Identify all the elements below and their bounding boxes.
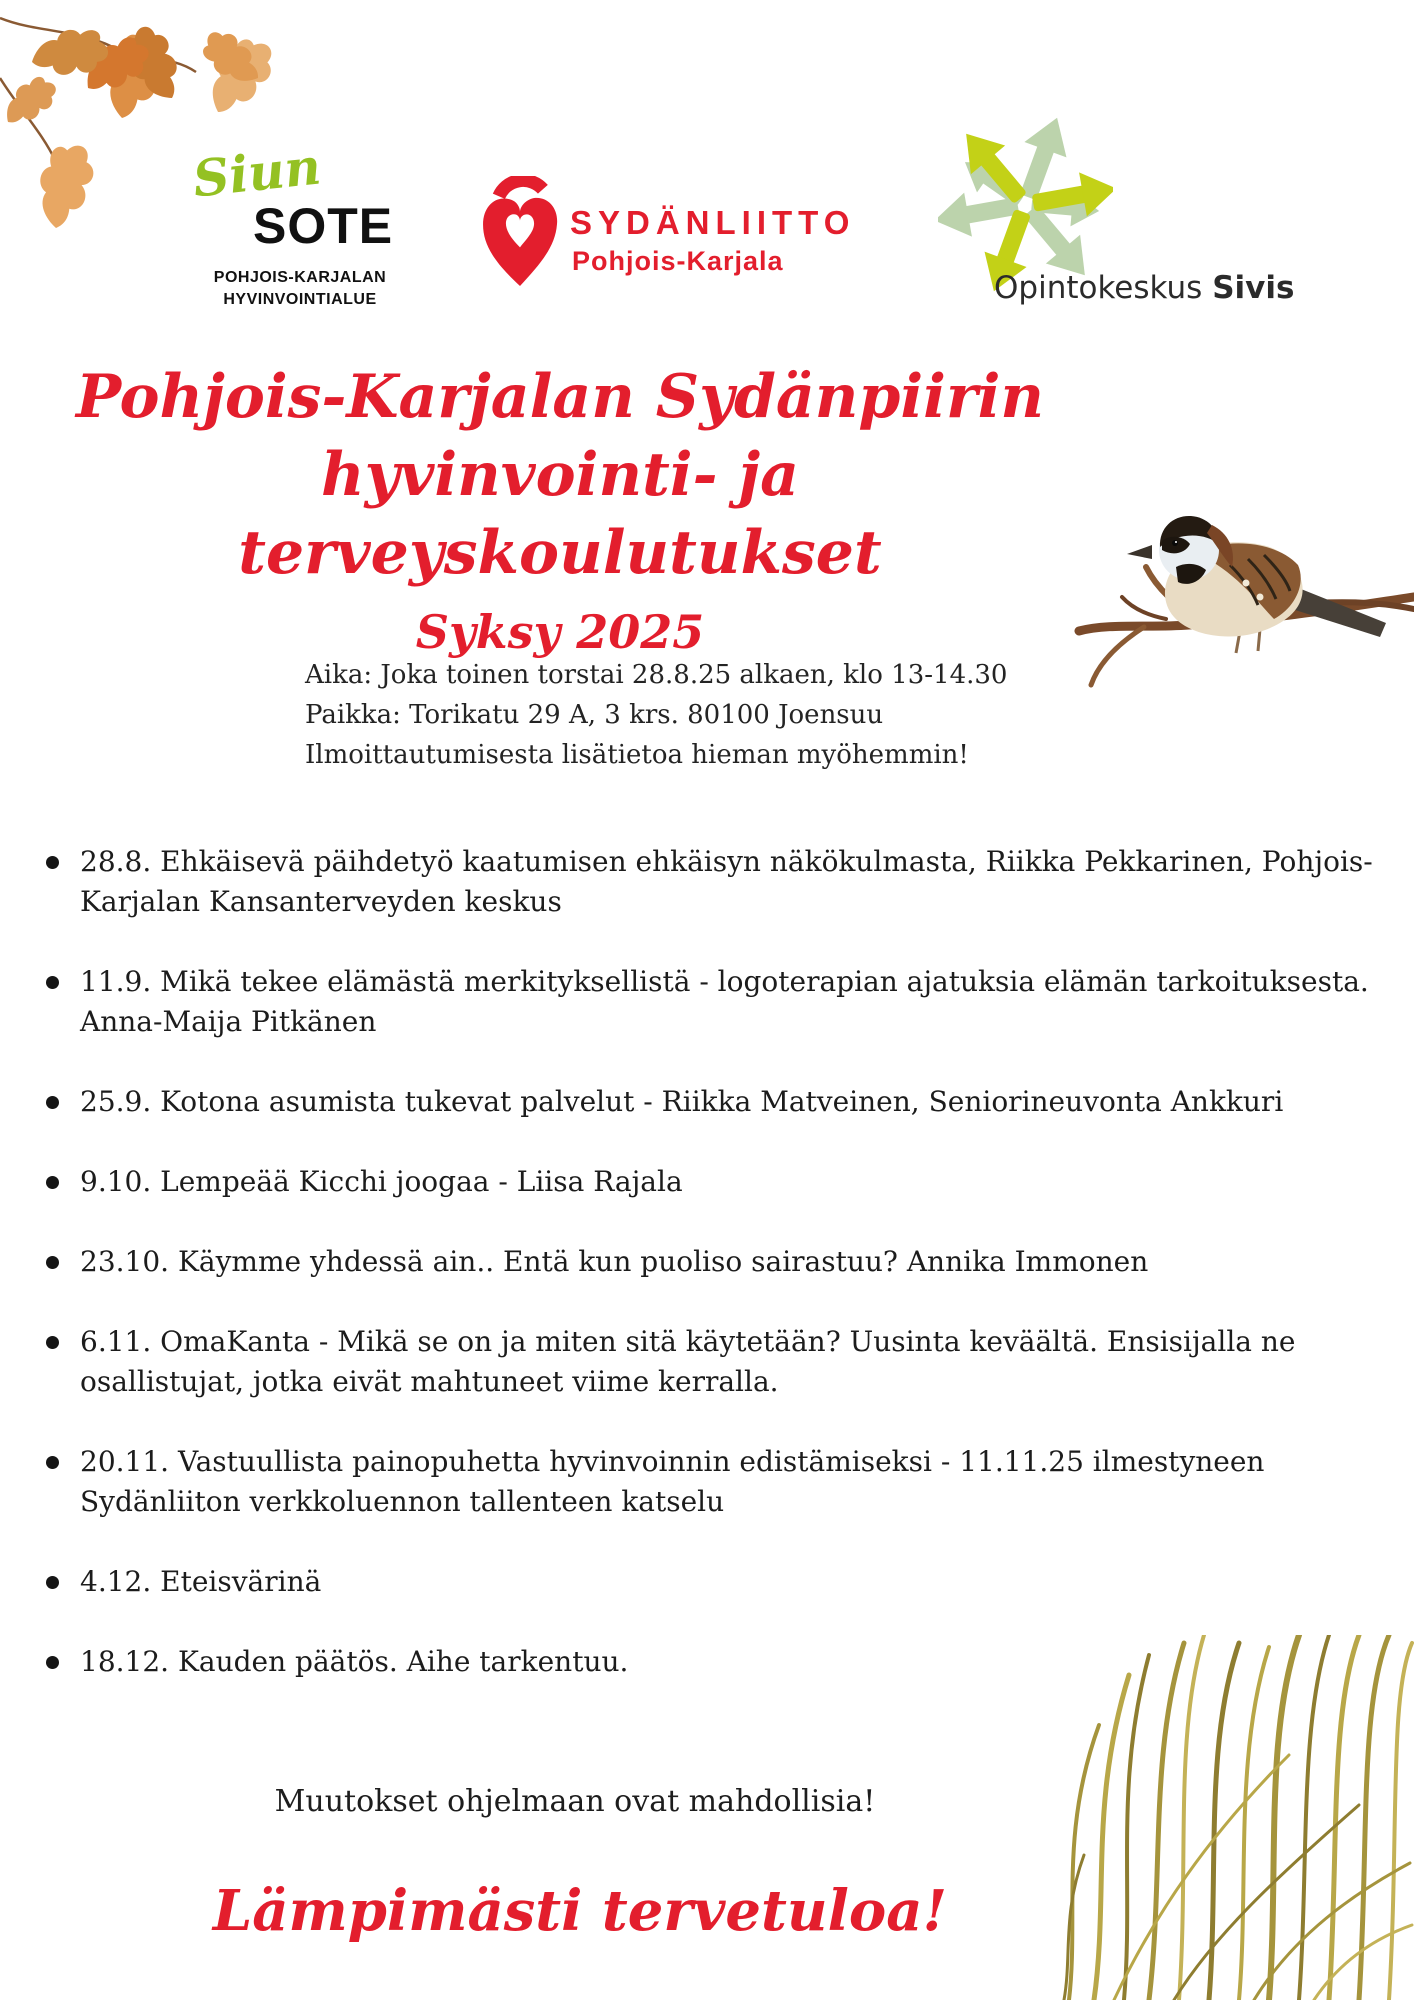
siun-sote-logo — [175, 125, 425, 325]
event-item — [40, 962, 1380, 1042]
detail-registration: Ilmoittautumisesta lisätietoa hieman myöhemmin! — [305, 740, 969, 770]
closing-greeting: Lämpimästi tervetuloa! — [212, 1878, 948, 1944]
siun-script-text: Siun — [190, 136, 324, 209]
event-text: 4.12. Eteisvärinä — [80, 1565, 322, 1598]
event-text: 25.9. Kotona asumista tukevat palvelut - Riikka Matveinen, Seniorineuvonta Ankkuri — [80, 1085, 1284, 1118]
bullet-icon — [46, 1256, 59, 1269]
event-item — [40, 1242, 1380, 1282]
siun-sote-subtitle-line1: POHJOIS-KARJALAN — [213, 269, 387, 286]
event-item — [40, 1082, 1380, 1122]
event-item — [40, 842, 1380, 922]
sydanliitto-logo — [470, 168, 890, 308]
sydanliitto-wordmark: SYDÄNLIITTO — [570, 204, 856, 241]
siun-sote-wordmark: SOTE — [253, 198, 394, 254]
program-note: Muutokset ohjelmaan ovat mahdollisia! — [274, 1784, 876, 1819]
detail-time: Aika: Joka toinen torstai 28.8.25 alkaen, klo 13-14.30 — [305, 660, 1008, 690]
event-item — [40, 1162, 1380, 1202]
sivis-prefix: Opintokeskus — [994, 270, 1203, 306]
bullet-icon — [46, 1656, 59, 1669]
grass-icon — [1054, 1635, 1414, 2000]
event-item — [40, 1442, 1380, 1522]
sivis-bold: Sivis — [1212, 270, 1295, 306]
title-season: Syksy 2025 — [415, 605, 705, 659]
event-item — [40, 1562, 1380, 1602]
heart-icon — [476, 176, 564, 294]
bullet-icon — [46, 1456, 59, 1469]
title-line2: hyvinvointi- ja terveyskoulutukset — [238, 440, 882, 588]
sydanliitto-region: Pohjois-Karjala — [572, 246, 784, 276]
event-text: 11.9. Mikä tekee elämästä merkityksellistä - logoterapian ajatuksia elämän tarkoituksesta. Anna-Maija Pitkänen — [80, 965, 1369, 1038]
bullet-icon — [46, 856, 59, 869]
title-line1: Pohjois-Karjalan Sydänpiirin — [76, 362, 1044, 432]
siun-sote-subtitle — [175, 267, 425, 311]
event-text: 18.12. Kauden päätös. Aihe tarkentuu. — [80, 1645, 629, 1678]
bullet-icon — [46, 1336, 59, 1349]
event-text: 28.8. Ehkäisevä päihdetyö kaatumisen ehkäisyn näkökulmasta, Riikka Pekkarinen, Pohjois-Karjalan Kansanterveyden keskus — [80, 845, 1373, 918]
sivis-logo — [928, 112, 1328, 322]
bullet-icon — [46, 1176, 59, 1189]
event-list — [40, 842, 1380, 1722]
event-text: 9.10. Lempeää Kicchi joogaa - Liisa Rajala — [80, 1165, 683, 1198]
sivis-wordmark — [994, 270, 1294, 306]
bullet-icon — [46, 1576, 59, 1589]
detail-place: Paikka: Torikatu 29 A, 3 krs. 80100 Joensuu — [305, 700, 884, 730]
event-text: 20.11. Vastuullista painopuhetta hyvinvoinnin edistämiseksi - 11.11.25 ilmestyneen Sydänliiton verkkoluennon tallenteen katselu — [80, 1445, 1265, 1518]
bullet-icon — [46, 1096, 59, 1109]
siun-sote-subtitle-line2: HYVINVOINTIALUE — [223, 291, 377, 308]
event-text: 23.10. Käymme yhdessä ain.. Entä kun puoliso sairastuu? Annika Immonen — [80, 1245, 1149, 1278]
event-item — [40, 1322, 1380, 1402]
event-details — [305, 655, 1007, 775]
event-text: 6.11. OmaKanta - Mikä se on ja miten sitä käytetään? Uusinta keväältä. Ensisijalla ne osallistujat, jotka eivät mahtuneet viime kerralla. — [80, 1325, 1296, 1398]
bullet-icon — [46, 976, 59, 989]
